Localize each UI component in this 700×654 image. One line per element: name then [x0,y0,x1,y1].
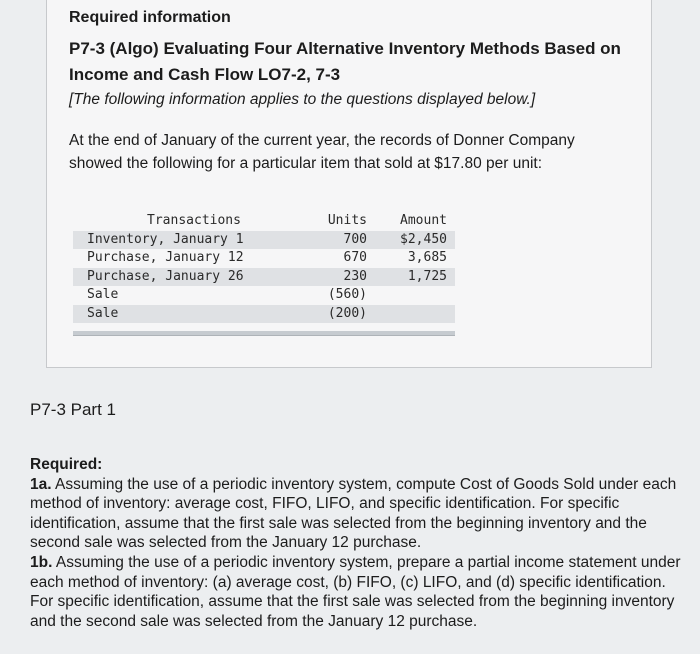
cell-transaction: Sale [87,305,119,321]
header-units: Units [327,213,367,228]
requirement-1a [30,475,690,553]
required-info-heading: Required information [69,9,231,26]
required-information-panel [46,0,652,368]
part-title: P7-3 Part 1 [30,400,116,419]
info-note: [The following information applies to the questions displayed below.] [69,91,536,108]
cell-units: 670 [343,250,367,265]
cell-units: 230 [343,268,367,284]
table-spacer [73,323,455,331]
cell-amount [373,305,455,324]
cell-amount: 3,685 [407,250,447,265]
requirement-1a-text: Assuming the use of a periodic inventory system, compute Cost of Goods Sold under each method of inventory: average cost, FIFO, LIFO, and specific identification. For specific identification, assume that the first sale was selected from the beginning inventory and the second sale was selected from the January 12 purchase. [30,475,677,552]
cell-units: (200) [327,305,367,321]
cell-amount: $2,450 [400,231,447,247]
cell-transaction: Purchase, January 26 [87,268,244,284]
cell-transaction: Purchase, January 12 [87,250,244,265]
table-row [73,286,455,305]
cell-transaction: Inventory, January 1 [87,231,244,247]
cell-amount: 1,725 [407,268,447,284]
header-transactions: Transactions [147,213,241,228]
table-row [73,268,455,287]
table-header-row [73,212,455,231]
problem-intro: At the end of January of the current year, the records of Donner Company showed the following for a particular item that sold at $17.80 per unit: [69,132,575,172]
table-row [73,249,455,268]
required-section [30,455,690,631]
problem-title: P7-3 (Algo) Evaluating Four Alternative Inventory Methods Based on Income and Cash Flow LO7-2, 7-3 [69,39,621,84]
table-row [73,305,455,324]
cell-units: 700 [343,231,367,247]
requirement-1b [30,553,690,631]
requirement-1a-label: 1a. [30,475,52,493]
requirement-1b-text: Assuming the use of a periodic inventory system, prepare a partial income statement under each method of inventory: (a) average cost, (b) FIFO, (c) LIFO, and (d) specific identification. For specific identification, assume that the first sale was selected from the beginning inventory and the second sale was selected from the January 12 purchase. [30,553,681,630]
cell-amount [373,286,455,305]
cell-units: (560) [327,287,367,302]
table-bottom-rule [73,331,455,336]
cell-transaction: Sale [87,287,119,302]
requirement-1b-label: 1b. [30,553,53,571]
header-amount: Amount [400,213,447,228]
table-row [73,231,455,250]
required-label: Required: [30,456,103,473]
transactions-table [73,212,455,336]
